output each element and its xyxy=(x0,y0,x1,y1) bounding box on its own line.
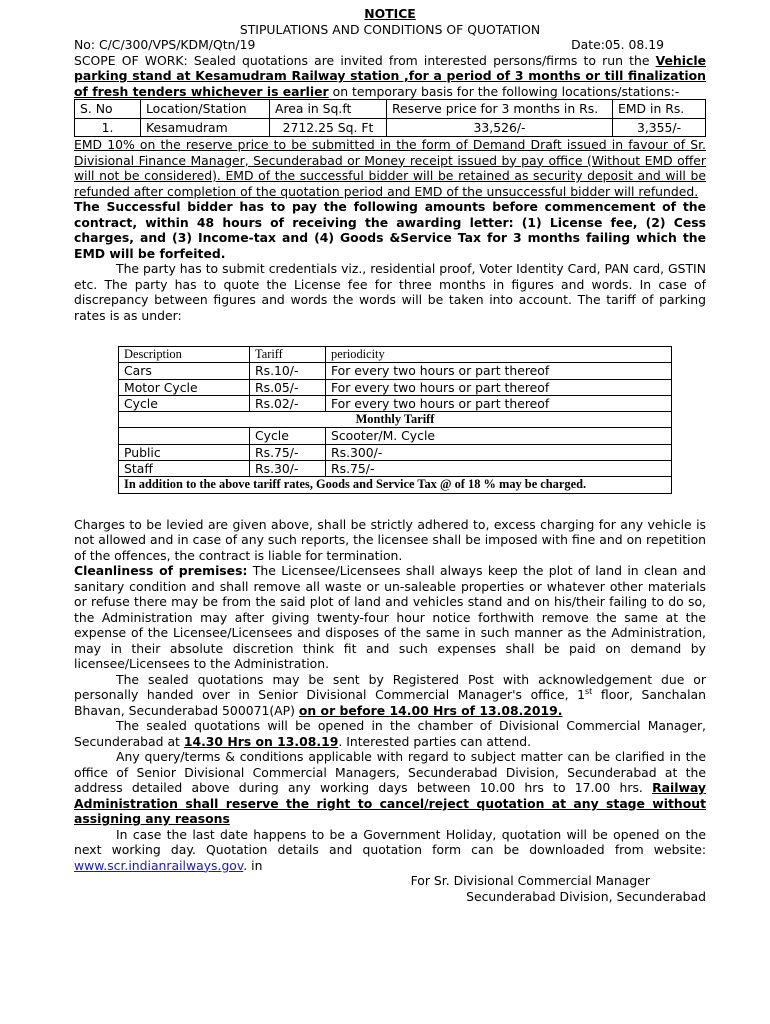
table-row: Staff Rs.30/- Rs.75/- xyxy=(119,461,672,477)
signature-line-2: Secunderabad Division, Secunderabad xyxy=(466,888,706,904)
location-table-header: S. No Location/Station Area in Sq.ft Reserve price for 3 months in Rs. EMD in Rs. xyxy=(75,100,706,119)
submission-paragraph: The sealed quotations may be sent by Registered Post with acknowledgement due or personally handed over in Senior Divisional Commercial Manager's office, 1st floor, Sanchalan Bhavan, Secunderabad 500071(AP) on or before 14.00 Hrs of 13.08.2019. xyxy=(74,671,706,718)
table-row: 1. Kesamudram 2712.25 Sq. Ft 33,526/- 3,355/- xyxy=(75,118,706,137)
table-row: Motor Cycle Rs.05/- For every two hours or part thereof xyxy=(119,379,672,395)
tariff-header: Description Tariff periodicity xyxy=(119,347,672,363)
monthly-tariff-title: Monthly Tariff xyxy=(119,412,672,428)
reference-number: No: C/C/300/VPS/KDM/Qtn/19 xyxy=(74,37,256,52)
notice-subtitle: STIPULATIONS AND CONDITIONS OF QUOTATION xyxy=(239,21,541,37)
cleanliness-label: Cleanliness of premises: xyxy=(74,563,248,579)
charges-paragraph: Charges to be levied are given above, shall be strictly adhered to, excess charging for any vehicle is not allowed and in case of any such reports, the licensee shall be imposed with fine and on repetition of the offences, the contract is liable for termination. xyxy=(74,516,706,563)
work-description: Vehicle parking stand at Kesamudram Railway station ,for a period of 3 months or till finalization of fresh tenders whichever is earlier xyxy=(74,52,706,99)
holiday-paragraph: In case the last date happens to be a Government Holiday, quotation will be opened on the next working day. Quotation details and quotation form can be downloaded from website: www.scr.indianrailways.gov. in xyxy=(74,826,706,873)
tariff-table xyxy=(118,346,672,494)
opening-paragraph: The sealed quotations will be opened in the chamber of Divisional Commercial Manager, Secunderabad at 14.30 Hrs on 13.08.19. Interested parties can attend. xyxy=(74,718,706,749)
signature-line-1: For Sr. Divisional Commercial Manager xyxy=(410,873,650,889)
submission-deadline: on or before 14.00 Hrs of 13.08.2019. xyxy=(298,702,563,718)
scope-of-work: SCOPE OF WORK: Sealed quotations are invited from interested persons/firms to run the Vehicle parking stand at Kesamudram Railway station ,for a period of 3 months or till finalization of fresh tenders whichever is earlier on temporary basis for the following locations/stations:- xyxy=(74,52,706,99)
reference-row xyxy=(74,37,706,53)
notice-title: NOTICE xyxy=(364,6,416,21)
credentials-paragraph: The party has to submit credentials viz., residential proof, Voter Identity Card, PAN card, GSTIN etc. The party has to quote the License fee for three months in figures and words. In case of discrepancy between figures and words the words will be taken into account. The tariff of parking rates is as under: xyxy=(74,261,706,323)
table-row: Cycle Rs.02/- For every two hours or part thereof xyxy=(119,395,672,411)
tariff-section xyxy=(118,346,706,494)
opening-time: 14.30 Hrs on 13.08.19 xyxy=(183,733,339,749)
query-paragraph: Any query/terms & conditions applicable with regard to subject matter can be clarified in the office of Senior Divisional Commercial Managers, Secunderabad Division, Secunderabad at the address detailed above during any working days between 10.00 hrs to 17.00 hrs. Railway Administration shall reserve the right to cancel/reject quotation at any stage without assigning any reasons xyxy=(74,749,706,827)
website-link[interactable]: www.scr.indianrailways.gov xyxy=(74,857,244,873)
location-table xyxy=(74,99,706,137)
table-row: Public Rs.75/- Rs.300/- xyxy=(119,444,672,460)
notice-document xyxy=(74,6,706,904)
notice-date: Date:05. 08.19 xyxy=(571,37,664,52)
emd-paragraph: EMD 10% on the reserve price to be submitted in the form of Demand Draft issued in favour of Sr. Divisional Finance Manager, Secunderabad or Money receipt issued by pay office (Without EMD offer will not be considered). EMD of the successful bidder will be retained as security deposit and will be refunded after completion of the quotation period and EMD of the unsuccessful bidder will refunded. xyxy=(74,137,706,199)
successful-bidder-paragraph: The Successful bidder has to pay the following amounts before commencement of the contract, within 48 hours of receiving the awarding letter: (1) License fee, (2) Cess charges, and (3) Income-tax and (4) Goods &Service Tax for 3 months failing which the EMD will be forfeited. xyxy=(74,199,706,261)
tariff-footer: In addition to the above tariff rates, Goods and Service Tax @ of 18 % may be charged. xyxy=(119,477,672,493)
reserve-right-statement: Railway Administration shall reserve the right to cancel/reject quotation at any stage without assigning any reasons xyxy=(74,780,706,827)
cleanliness-paragraph: Cleanliness of premises: The Licensee/Licensees shall always keep the plot of land in clean and sanitary condition and shall remove all waste or un-saleable properties or whatever other materials or refuse there may be from the said plot of land and vehicles stand and on his/their failing to do so, the Administration may after giving twenty-four hour notice forthwith remove the same at the expense of the Licensee/Licensees and disposes of the same in such manner as the Administration, may in their absolute discretion think fit and such expenses shall be paid on demand by licensee/Licensees to the Administration. xyxy=(74,563,706,672)
monthly-tariff-header: Cycle Scooter/M. Cycle xyxy=(119,428,672,444)
table-row: Cars Rs.10/- For every two hours or part thereof xyxy=(119,363,672,379)
